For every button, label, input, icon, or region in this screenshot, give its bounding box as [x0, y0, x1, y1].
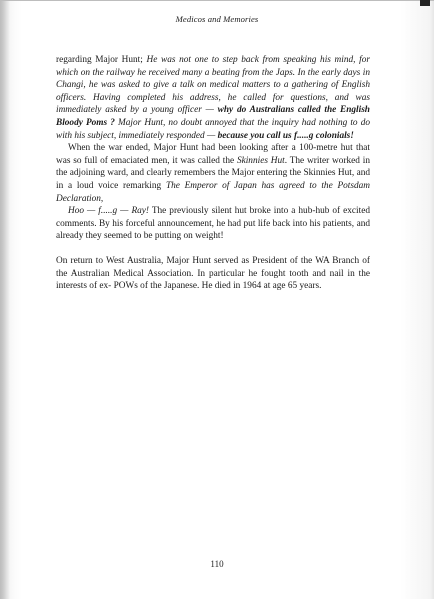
text-segment: When the war ended, Major Hunt had been looking after a 100-metre hut that was so full of emaciated men, it was called the	[56, 143, 370, 166]
paragraph-3	[56, 205, 370, 243]
running-head: Medicos and Memories	[175, 14, 259, 24]
paragraph-2	[56, 142, 370, 205]
top-edge-rule	[0, 0, 434, 1]
text-segment: regarding Major Hunt;	[56, 55, 147, 65]
text-segment: The Emperor of Japan has agreed to the Potsdam Declaration,	[56, 180, 370, 204]
text-segment: Hoo — f.....g — Ray!	[68, 206, 149, 217]
binding-shadow	[0, 0, 10, 599]
page-number: 110	[210, 559, 224, 569]
text-segment: why do Australians called the English Bloody Poms ?	[56, 105, 370, 128]
body-text	[56, 54, 370, 293]
corner-mark	[420, 0, 430, 6]
text-segment: On return to West Australia, Major Hunt served as President of the WA Branch of the Australian Medical Association. In particular he fought tooth and nail in the interests of ex- POWs of the Japanese. He died in 1964 at age 65 years.	[56, 255, 370, 292]
text-segment: because you call us f.....g colonials!	[217, 130, 354, 141]
paragraph-1	[56, 54, 370, 142]
text-segment: . The writer worked in the adjoining ward, and clearly remembers the Major entering the Skinnies Hut, and in a loud voice remarking	[56, 155, 370, 191]
paragraph-4	[56, 255, 370, 293]
text-segment: Skinnies Hut	[236, 155, 285, 166]
text-segment: Major Hunt, no doubt annoyed that the inquiry had nothing to do with his subject, immediately responded —	[56, 117, 370, 141]
text-segment: He was not one to step back from speaking his mind, for which on the railway he received many a beating from the Japs. In the early days in Changi, he was asked to give a talk on medical matters to a gathering of English officers. Having completed his address, he called for questions, and was immediately asked by a young officer —	[56, 55, 370, 116]
text-segment: The previously silent hut broke into a hub-hub of excited comments. By his forceful announcement, he had put life back into his patients, and already they seemed to be putting on weight!	[56, 206, 370, 242]
